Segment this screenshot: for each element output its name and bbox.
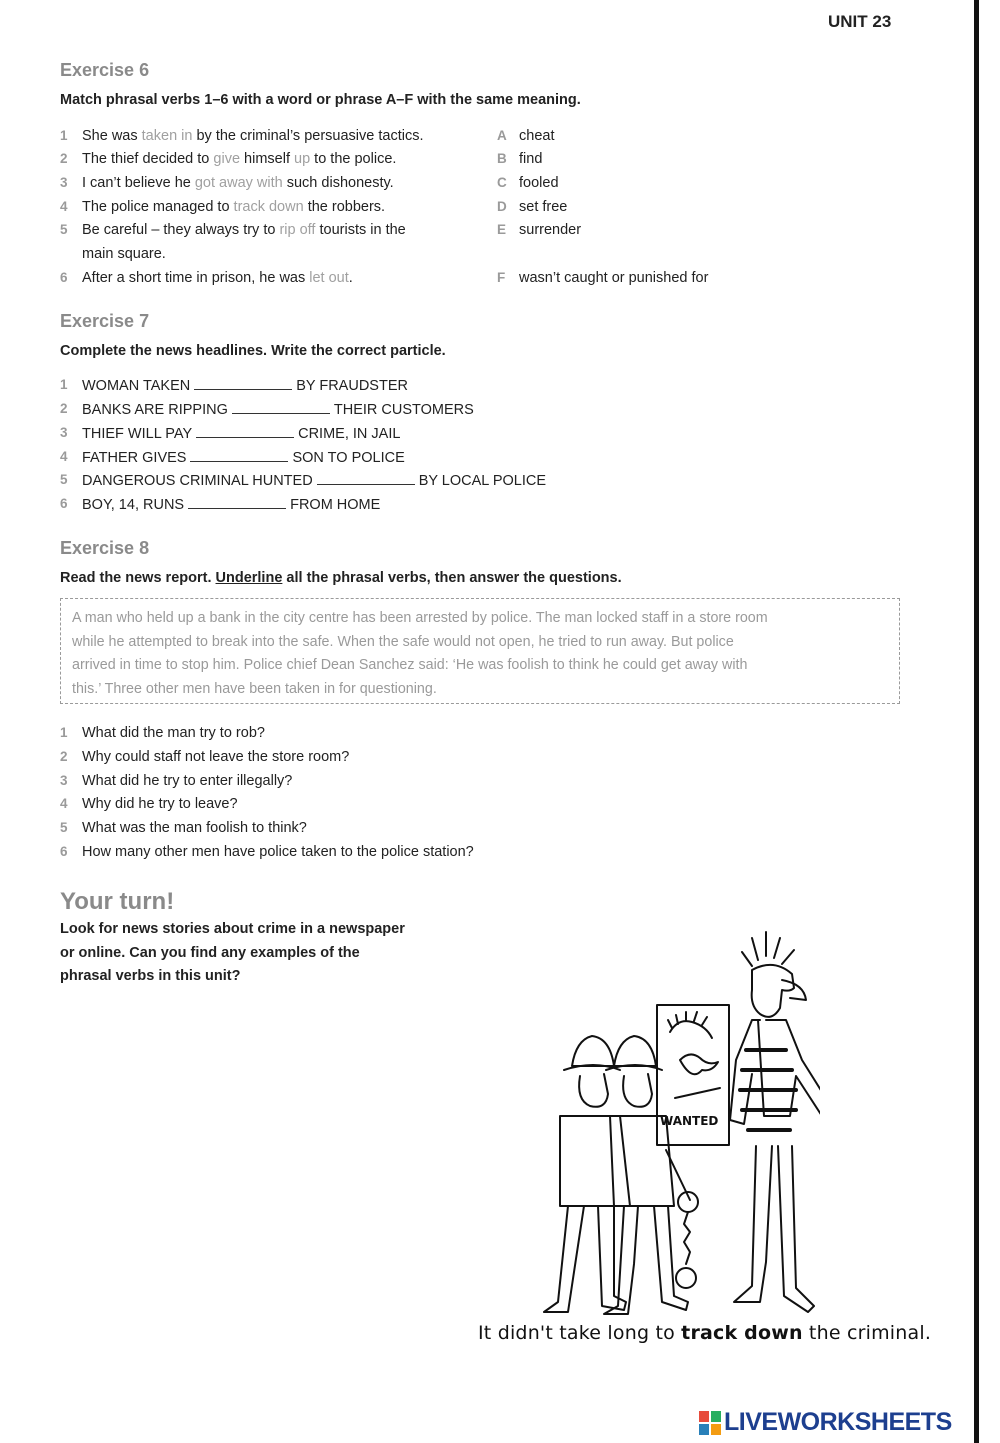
item-number: 5 bbox=[60, 820, 68, 835]
question-text: What did he try to enter illegally? bbox=[82, 773, 293, 789]
worksheet-logo-icon bbox=[698, 1410, 722, 1436]
item-number: 2 bbox=[60, 749, 68, 764]
wanted-poster bbox=[657, 1005, 729, 1145]
cartoon-caption: It didn't take long to track down the criminal. bbox=[478, 1322, 932, 1344]
item-number: 1 bbox=[60, 128, 68, 143]
your-turn-line: Look for news stories about crime in a newspaper bbox=[60, 921, 405, 937]
item-number: 2 bbox=[60, 401, 68, 416]
your-turn-line: phrasal verbs in this unit? bbox=[60, 968, 241, 984]
option-letter: E bbox=[497, 222, 507, 237]
item-number: 3 bbox=[60, 175, 68, 190]
option-letter: F bbox=[497, 270, 506, 285]
liveworksheets-logo[interactable] bbox=[698, 1408, 998, 1438]
report-line: this.’ Three other men have been taken in for questioning. bbox=[72, 680, 437, 697]
answer-blank[interactable] bbox=[232, 401, 330, 414]
option-letter: D bbox=[497, 199, 507, 214]
item-number: 4 bbox=[60, 796, 68, 811]
your-turn-line: or online. Can you find any examples of the bbox=[60, 944, 360, 961]
headline-text: BANKS ARE RIPPING THEIR CUSTOMERS bbox=[82, 402, 474, 418]
option-text: surrender bbox=[519, 222, 582, 238]
phrasal-verb: give bbox=[213, 151, 241, 167]
item-sentence: After a short time in prison, he was let out. bbox=[82, 270, 353, 286]
item-sentence: Be careful – they always try to rip off tourists in the bbox=[82, 222, 406, 238]
news-report-box bbox=[60, 598, 900, 704]
unit-label: UNIT 23 bbox=[828, 12, 892, 31]
your-turn-text bbox=[60, 918, 460, 989]
exercise-8-instruction: Read the news report. Underline all the phrasal verbs, then answer the questions. bbox=[60, 570, 622, 586]
item-number: 6 bbox=[60, 270, 68, 285]
item-number: 6 bbox=[60, 496, 68, 511]
option-text: cheat bbox=[519, 128, 555, 144]
item-sentence: She was taken in by the criminal’s persuasive tactics. bbox=[82, 128, 424, 144]
item-sentence-line2: main square. bbox=[82, 246, 166, 262]
page-edge-bar bbox=[974, 0, 979, 1443]
headline-text: DANGEROUS CRIMINAL HUNTED BY LOCAL POLICE bbox=[82, 473, 547, 489]
item-number: 2 bbox=[60, 151, 68, 166]
item-number: 1 bbox=[60, 377, 68, 392]
exercise-7-title: Exercise 7 bbox=[60, 311, 150, 331]
option-text: find bbox=[519, 151, 543, 167]
caption-bold: track down bbox=[681, 1322, 803, 1344]
cartoon-illustration bbox=[520, 920, 820, 1330]
item-number: 4 bbox=[60, 449, 68, 464]
item-number: 6 bbox=[60, 844, 68, 859]
underline-word: Underline bbox=[215, 570, 283, 586]
report-line: arrived in time to stop him. Police chief Dean Sanchez said: ‘He was foolish to think he could get away with bbox=[72, 657, 748, 673]
option-letter: B bbox=[497, 151, 507, 166]
headline-text: BOY, 14, RUNS FROM HOME bbox=[82, 497, 381, 513]
phrasal-verb: got away with bbox=[194, 175, 283, 191]
item-number: 1 bbox=[60, 725, 68, 740]
item-sentence: The thief decided to give himself up to the police. bbox=[82, 151, 397, 167]
item-number: 5 bbox=[60, 222, 68, 237]
question-text: What did the man try to rob? bbox=[82, 725, 265, 741]
option-letter: C bbox=[497, 175, 507, 190]
item-sentence: I can’t believe he got away with such dishonesty. bbox=[82, 175, 394, 191]
headline-text: FATHER GIVES SON TO POLICE bbox=[82, 450, 405, 466]
headline-text: THIEF WILL PAY CRIME, IN JAIL bbox=[82, 426, 401, 442]
item-number: 5 bbox=[60, 472, 68, 487]
exercise-6-instruction: Match phrasal verbs 1–6 with a word or phrase A–F with the same meaning. bbox=[60, 92, 581, 108]
phrasal-verb-particle: up bbox=[294, 151, 311, 167]
criminal-figure bbox=[730, 932, 820, 1312]
phrasal-verb: let out bbox=[309, 270, 349, 286]
answer-blank[interactable] bbox=[190, 449, 288, 462]
item-sentence: The police managed to track down the robbers. bbox=[82, 199, 386, 215]
handcuffs bbox=[676, 1192, 698, 1288]
question-text: What was the man foolish to think? bbox=[82, 820, 307, 836]
answer-blank[interactable] bbox=[317, 472, 415, 485]
report-line: A man who held up a bank in the city centre has been arrested by police. The man locked staff in a store room bbox=[72, 610, 768, 626]
phrasal-verb: taken in bbox=[141, 128, 193, 144]
option-text: set free bbox=[519, 199, 568, 215]
exercise-8-title: Exercise 8 bbox=[60, 538, 150, 558]
question-text: Why could staff not leave the store room? bbox=[82, 749, 350, 765]
headline-text: WOMAN TAKEN BY FRAUDSTER bbox=[82, 378, 408, 394]
question-text: Why did he try to leave? bbox=[82, 796, 238, 812]
poster-text: WANTED bbox=[660, 1114, 719, 1128]
item-number: 4 bbox=[60, 199, 68, 214]
brand-name: LIVEWORKSHEETS bbox=[724, 1408, 952, 1436]
phrasal-verb: track down bbox=[233, 199, 304, 215]
report-line: while he attempted to break into the safe. When the safe would not open, he tried to run away. But police bbox=[72, 633, 734, 650]
phrasal-verb: rip off bbox=[279, 222, 316, 238]
your-turn-title: Your turn! bbox=[60, 888, 175, 915]
item-number: 3 bbox=[60, 425, 68, 440]
exercise-7-instruction: Complete the news headlines. Write the correct particle. bbox=[60, 343, 446, 359]
option-letter: A bbox=[497, 128, 507, 143]
question-text: How many other men have police taken to the police station? bbox=[82, 844, 474, 860]
option-text: wasn’t caught or punished for bbox=[519, 270, 709, 286]
answer-blank[interactable] bbox=[188, 496, 286, 509]
answer-blank[interactable] bbox=[194, 377, 292, 390]
item-number: 3 bbox=[60, 773, 68, 788]
option-text: fooled bbox=[519, 175, 559, 191]
answer-blank[interactable] bbox=[196, 425, 294, 438]
exercise-6-title: Exercise 6 bbox=[60, 60, 150, 80]
